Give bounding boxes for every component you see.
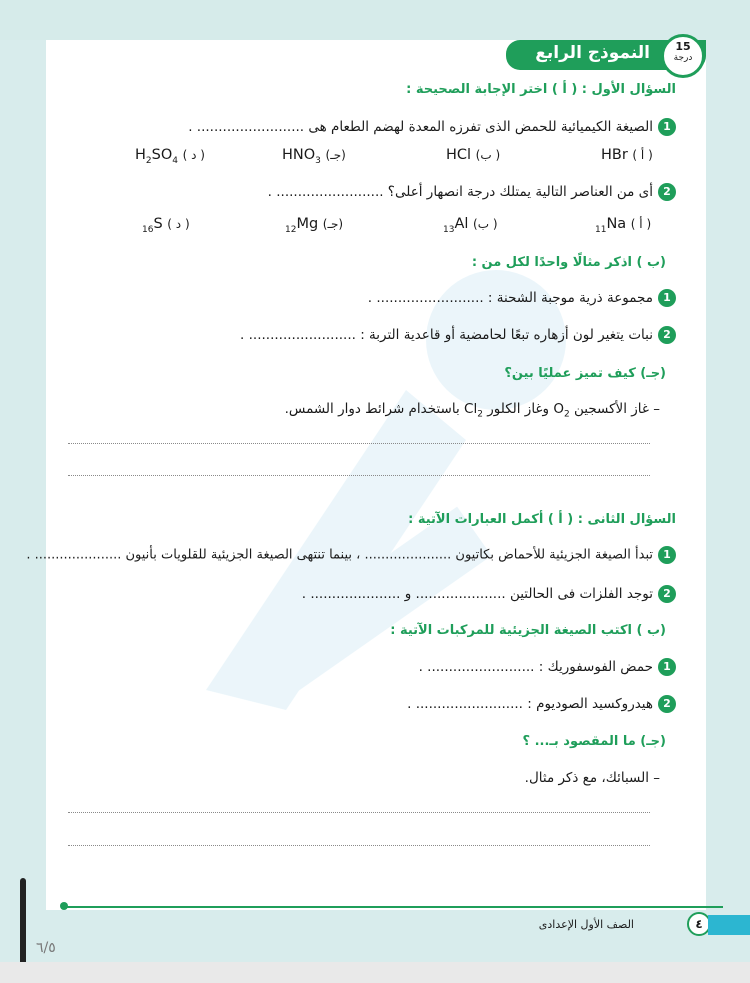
q1-c-text-part-2: وغاز الكلور Cl (464, 401, 554, 417)
q1-part-c-title: (جـ) كيف تميز عمليًا بين؟ (504, 366, 666, 381)
answer-line[interactable] (68, 443, 650, 444)
chlorine-subscript: 2 (477, 409, 483, 420)
option-formula: Al (454, 216, 469, 232)
score-unit: درجة (673, 53, 693, 63)
option-label: ( د ) (167, 217, 190, 231)
item-number-badge: 2 (658, 326, 676, 344)
option-formula: Na (606, 216, 627, 232)
q1-b-item-1 (368, 289, 676, 307)
q1-2-option-b[interactable] (443, 216, 498, 235)
q1-2-option-a[interactable] (595, 216, 651, 235)
item-number-badge: 2 (658, 183, 676, 201)
answer-line[interactable] (68, 812, 650, 813)
q1-item-1-text: الصيغة الكيميائية للحمض الذى تفرزه المعدة لهضم الطعام هى ......................... . (188, 119, 653, 135)
q2-c-text: – السبائك، مع ذكر مثال. (524, 770, 660, 786)
q1-b-item-2 (240, 326, 676, 344)
answer-line[interactable] (68, 845, 650, 846)
score-number: 15 (675, 40, 691, 53)
worksheet-page (26, 40, 706, 931)
q2-item-1 (26, 546, 676, 564)
q1-b-item-2-text: نبات يتغير لون أزهاره تبعًا لحامضية أو قاعدية التربة : ......................... . (240, 327, 653, 343)
q2-b-item-1-text: حمض الفوسفوريك : ......................... . (418, 659, 653, 675)
option-label: ( أ ) (632, 148, 653, 162)
q2-item-2 (302, 585, 676, 603)
option-formula: Mg (296, 216, 319, 232)
q1-item-1 (188, 118, 676, 136)
q1-1-option-a[interactable] (601, 147, 653, 163)
q1-b-item-1-text: مجموعة ذرية موجبة الشحنة : ......................... . (367, 290, 653, 306)
scroll-indicator[interactable] (20, 878, 26, 970)
item-number-badge: 1 (658, 546, 676, 564)
footer-line (63, 906, 723, 908)
answer-line[interactable] (68, 475, 650, 476)
q2-b-item-2-text: هيدروكسيد الصوديوم : ......................... . (407, 696, 653, 712)
q2-b-item-2 (407, 695, 676, 713)
option-formula-subscript: 2 (145, 155, 152, 166)
atomic-number: 13 (443, 224, 455, 235)
option-label: (جـ) (325, 148, 346, 162)
q2-item-2-text: توجد الفلزات فى الحالتين ..................... و ..................... . (301, 586, 653, 602)
footer-color-tab (708, 915, 750, 935)
q1-c-text-part-1: – غاز الأكسجين O (553, 401, 660, 417)
atomic-number: 12 (285, 224, 297, 235)
q2-title: السؤال الثانى : ( أ ) أكمل العبارات الآتية : (408, 512, 676, 527)
q1-title: السؤال الأول : ( أ ) اختر الإجابة الصحيحة : (406, 82, 676, 97)
q1-1-option-b[interactable] (446, 147, 500, 163)
page-number-badge: ٤ (687, 912, 711, 936)
q1-1-option-c[interactable] (282, 147, 346, 166)
option-label: (جـ) (322, 217, 344, 231)
q1-item-2-text: أى من العناصر التالية يمتلك درجة انصهار أعلى؟ ......................... . (267, 184, 653, 200)
item-number-badge: 1 (658, 289, 676, 307)
top-background-band (0, 0, 750, 40)
option-label: ( أ ) (630, 217, 652, 231)
item-number-badge: 1 (658, 118, 676, 136)
q2-item-1-text: تبدأ الصيغة الجزيئية للأحماض بكاتيون ..................... ، بينما تنتهى الصيغة الجزيئية للقلويات بأنيون ..................... . (26, 547, 653, 563)
atomic-number: 11 (595, 224, 607, 235)
q1-c-text (285, 401, 660, 420)
atomic-number: 16 (142, 224, 154, 235)
item-number-badge: 1 (658, 658, 676, 676)
q2-part-b-title: (ب ) اكتب الصيغة الجزيئية للمركبات الآتية : (390, 623, 666, 638)
option-formula: H (135, 147, 146, 163)
q1-item-2 (268, 183, 676, 201)
score-badge (661, 34, 705, 78)
option-formula: HBr (601, 147, 628, 163)
q1-2-option-c[interactable] (285, 216, 343, 235)
grade-label: الصف الأول الإعدادى (538, 918, 634, 931)
option-label: ( د ) (182, 148, 205, 162)
item-number-badge: 2 (658, 585, 676, 603)
option-formula: HNO (282, 147, 316, 163)
q1-part-b-title: (ب ) اذكر مثالًا واحدًا لكل من : (471, 255, 666, 270)
oxygen-subscript: 2 (563, 409, 570, 420)
q1-c-text-part-3: باستخدام شرائط دوار الشمس. (284, 401, 465, 417)
page-counter: ٦/٥ (36, 940, 56, 956)
model-title: النموذج الرابع (535, 43, 650, 63)
option-label: (ب ) (475, 148, 501, 162)
option-formula: HCl (446, 147, 472, 163)
item-number-badge: 2 (658, 695, 676, 713)
bottom-strip (0, 962, 750, 983)
q2-part-c-title: (جـ) ما المقصود بـ... ؟ (522, 734, 666, 749)
option-formula-2: SO (151, 147, 173, 163)
q1-2-option-d[interactable] (142, 216, 190, 235)
q2-b-item-1 (419, 658, 676, 676)
option-label: (ب ) (473, 217, 498, 231)
q1-1-option-d[interactable] (135, 147, 205, 166)
option-formula-subscript: 3 (315, 155, 321, 166)
option-formula-subscript-2: 4 (172, 155, 178, 166)
option-formula: S (153, 216, 163, 232)
